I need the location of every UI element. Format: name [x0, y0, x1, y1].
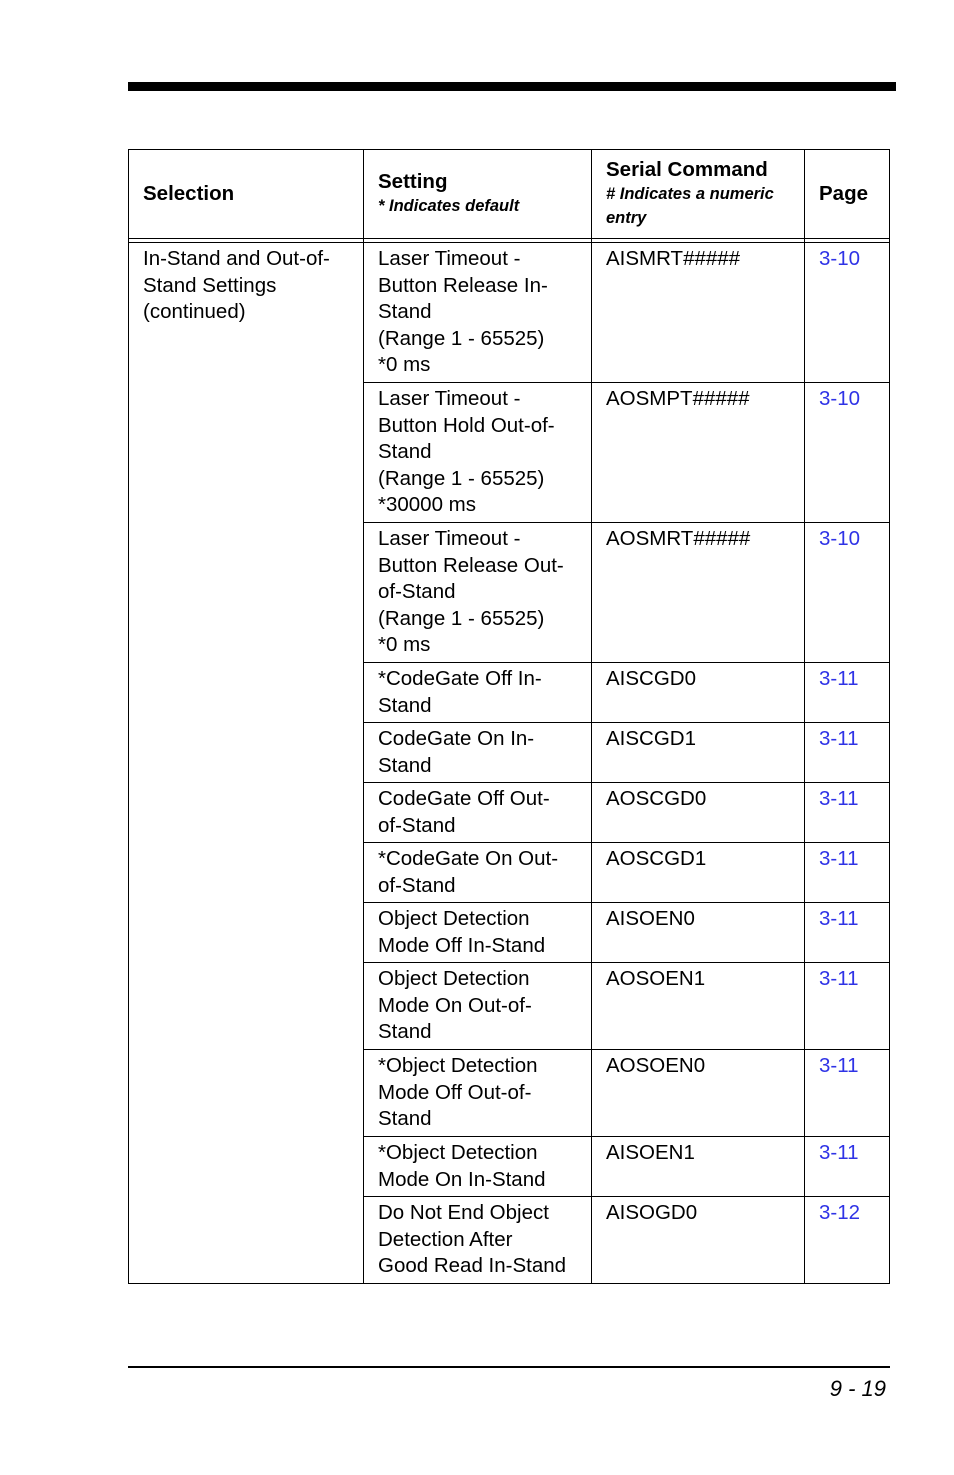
setting-cell: [364, 903, 592, 963]
setting-line: Object Detection: [378, 967, 530, 990]
setting-line: *0 ms: [378, 633, 431, 656]
setting-cell: [364, 1137, 592, 1197]
page-cell: [805, 523, 890, 663]
setting-cell: [364, 723, 592, 783]
setting-line: Stand: [378, 300, 432, 323]
table-header: [129, 150, 890, 243]
page-cell: [805, 663, 890, 723]
setting-line: *CodeGate On Out-: [378, 847, 559, 870]
serial-command-cell: AOSOEN1: [592, 963, 805, 1050]
setting-line: Laser Timeout -: [378, 247, 521, 270]
setting-line: Button Release In-: [378, 273, 548, 297]
selection-line: In-Stand and Out-of-: [143, 247, 330, 270]
setting-line: Detection After: [378, 1227, 513, 1251]
setting-line: Stand: [378, 693, 432, 717]
page-link[interactable]: 3-10: [819, 247, 861, 270]
header-serial-note: # Indicates a numeric entry: [606, 185, 774, 227]
selection-cell: [129, 243, 364, 1284]
header-setting-note: * Indicates default: [378, 197, 520, 215]
setting-line: of-Stand: [378, 580, 456, 603]
setting-line: *30000 ms: [378, 493, 477, 516]
table-body: [129, 243, 890, 1284]
setting-line: Mode On Out-of-: [378, 993, 532, 1017]
setting-cell: [364, 783, 592, 843]
header-selection: Selection: [129, 150, 364, 239]
table-row: [129, 243, 890, 383]
header-page: Page: [805, 150, 890, 239]
setting-line: Object Detection: [378, 907, 530, 930]
setting-line: Mode Off In-Stand: [378, 933, 546, 957]
setting-cell: [364, 843, 592, 903]
setting-cell: [364, 1197, 592, 1284]
page-cell: [805, 963, 890, 1050]
setting-line: *Object Detection: [378, 1054, 538, 1077]
page-link[interactable]: 3-11: [819, 1141, 859, 1164]
setting-cell: [364, 663, 592, 723]
page-cell: [805, 1197, 890, 1284]
setting-line: (Range 1 - 65525): [378, 606, 545, 630]
setting-line: Laser Timeout -: [378, 387, 521, 410]
setting-line: Stand: [378, 1020, 432, 1043]
page-cell: [805, 243, 890, 383]
setting-line: Stand: [378, 753, 432, 777]
bottom-rule: [128, 1366, 890, 1368]
setting-line: Button Hold Out-of-: [378, 413, 555, 437]
page-cell: [805, 783, 890, 843]
page-link[interactable]: 3-12: [819, 1201, 861, 1224]
setting-cell: [364, 383, 592, 523]
page-link[interactable]: 3-11: [819, 847, 859, 870]
serial-command-cell: AOSOEN0: [592, 1050, 805, 1137]
page-link[interactable]: 3-11: [819, 667, 859, 690]
page-cell: [805, 1137, 890, 1197]
setting-line: of-Stand: [378, 813, 456, 837]
page-link[interactable]: 3-11: [819, 727, 859, 750]
setting-cell: [364, 963, 592, 1050]
setting-cell: [364, 523, 592, 663]
page-cell: [805, 383, 890, 523]
serial-command-cell: AISOEN1: [592, 1137, 805, 1197]
serial-command-cell: AISCGD0: [592, 663, 805, 723]
page-cell: [805, 843, 890, 903]
setting-cell: [364, 243, 592, 383]
setting-line: (Range 1 - 65525): [378, 326, 545, 350]
page-cell: [805, 903, 890, 963]
setting-line: CodeGate Off Out-: [378, 787, 550, 810]
setting-line: CodeGate On In-: [378, 727, 535, 750]
command-table: [128, 149, 890, 1284]
selection-line: Stand Settings: [143, 273, 277, 297]
setting-line: Stand: [378, 440, 432, 463]
setting-cell: [364, 1050, 592, 1137]
serial-command-cell: AISOEN0: [592, 903, 805, 963]
setting-line: *0 ms: [378, 353, 431, 376]
page-link[interactable]: 3-11: [819, 967, 859, 990]
page-link[interactable]: 3-11: [819, 1054, 859, 1077]
page-number: 9 - 19: [829, 1376, 886, 1401]
setting-line: Mode On In-Stand: [378, 1167, 546, 1191]
page-link[interactable]: 3-10: [819, 387, 861, 410]
setting-line: Do Not End Object: [378, 1201, 549, 1224]
page-cell: [805, 1050, 890, 1137]
setting-line: (Range 1 - 65525): [378, 466, 545, 490]
serial-command-cell: AOSMPT#####: [592, 383, 805, 523]
header-serial-command: Serial Command # Indicates a numeric entry: [592, 150, 805, 239]
serial-command-cell: AISMRT#####: [592, 243, 805, 383]
serial-command-cell: AISCGD1: [592, 723, 805, 783]
page-link[interactable]: 3-11: [819, 907, 859, 930]
setting-line: Good Read In-Stand: [378, 1254, 567, 1277]
page-link[interactable]: 3-11: [819, 787, 859, 810]
setting-line: Stand: [378, 1107, 432, 1130]
selection-line: (continued): [143, 300, 246, 323]
serial-command-cell: AISOGD0: [592, 1197, 805, 1284]
setting-line: Laser Timeout -: [378, 527, 521, 550]
serial-command-cell: AOSMRT#####: [592, 523, 805, 663]
setting-line: *Object Detection: [378, 1141, 538, 1164]
setting-line: Mode Off Out-of-: [378, 1080, 532, 1104]
setting-line: Button Release Out-: [378, 553, 564, 577]
header-setting: Setting * Indicates default: [364, 150, 592, 239]
top-rule: [128, 82, 896, 91]
setting-line: of-Stand: [378, 873, 456, 897]
serial-command-cell: AOSCGD1: [592, 843, 805, 903]
page-cell: [805, 723, 890, 783]
serial-command-cell: AOSCGD0: [592, 783, 805, 843]
page-link[interactable]: 3-10: [819, 527, 861, 550]
setting-line: *CodeGate Off In-: [378, 667, 542, 690]
